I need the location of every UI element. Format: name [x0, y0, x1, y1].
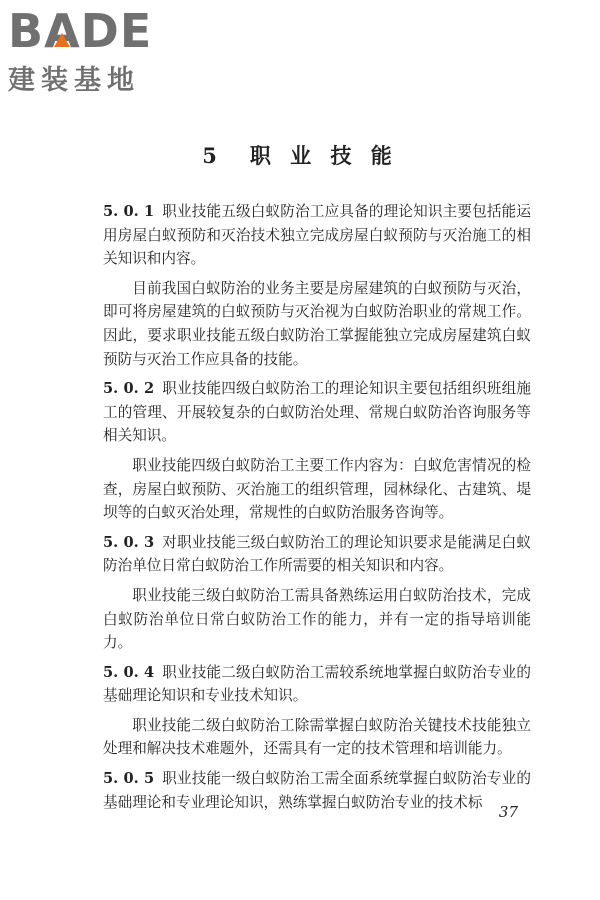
logo-letter-a [44, 6, 81, 56]
explanation-paragraph: 职业技能四级白蚁防治工主要工作内容为：白蚁危害情况的检查，房屋白蚁预防、灭治施工的组织管理，园林绿化、古建筑、堤坝等的白蚁灭治处理，常规性的白蚁防治服务咨询等。 [103, 456, 531, 522]
logo-letter-b: B [8, 4, 45, 58]
logo-subtitle: 建装基地 [8, 65, 140, 96]
clause-5-0-1 [103, 200, 531, 271]
logo-wordmark [8, 6, 178, 56]
clause-text: 职业技能二级白蚁防治工需较系统地掌握白蚁防治专业的基础理论知识和专业技术知识。 [103, 663, 531, 705]
clause-5-0-4 [103, 661, 531, 708]
clause-number: 5. 0. 5 [103, 770, 155, 788]
clause-5-0-2 [103, 377, 531, 448]
clause-number: 5. 0. 2 [103, 380, 155, 398]
bade-logo [8, 6, 178, 97]
explanation-paragraph: 目前我国白蚁防治的业务主要是房屋建筑的白蚁预防与灭治，即可将房屋建筑的白蚁预防与灭治视为白蚁防治职业的常规工作。因此，要求职业技能五级白蚁防治工掌握能独立完成房屋建筑白蚁预防与灭治工作应具备的技能。 [103, 279, 531, 368]
clause-5-0-5 [103, 767, 531, 814]
clause-5-0-3 [103, 531, 531, 578]
clause-number: 5. 0. 4 [103, 663, 155, 681]
logo-letters-de: DE [80, 4, 153, 58]
logo-triangle-icon [54, 33, 70, 47]
clause-number: 5. 0. 1 [103, 203, 155, 220]
logo-letter-a-text: A [44, 4, 81, 58]
page-number: 37 [498, 803, 518, 821]
clause-text: 职业技能一级白蚁防治工需全面系统掌握白蚁防治专业的基础理论和专业理论知识，熟练掌握白蚁防治专业的技术标 [103, 770, 531, 811]
clause-number: 5. 0. 3 [103, 533, 155, 551]
explanation-paragraph: 职业技能三级白蚁防治工需具备熟练运用白蚁防治技术，完成白蚁防治单位日常白蚁防治工作的能力，并有一定的指导培训能力。 [103, 586, 531, 652]
chapter-title: 5 职 业 技 能 [202, 143, 398, 168]
document-body [103, 200, 531, 820]
clause-text: 职业技能四级白蚁防治工的理论知识主要包括组织班组施工的管理、开展较复杂的白蚁防治处理、常规白蚁防治咨询服务等相关知识。 [103, 380, 531, 445]
explanation-paragraph: 职业技能二级白蚁防治工除需掌握白蚁防治关键技术技能独立处理和解决技术难题外，还需具有一定的技术管理和培训能力。 [103, 716, 531, 758]
clause-text: 职业技能五级白蚁防治工应具备的理论知识主要包括能运用房屋白蚁预防和灭治技术独立完成房屋白蚁预防与灭治施工的相关知识和内容。 [103, 203, 531, 268]
clause-text: 对职业技能三级白蚁防治工的理论知识要求是能满足白蚁防治单位日常白蚁防治工作所需要的相关知识和内容。 [103, 533, 531, 575]
